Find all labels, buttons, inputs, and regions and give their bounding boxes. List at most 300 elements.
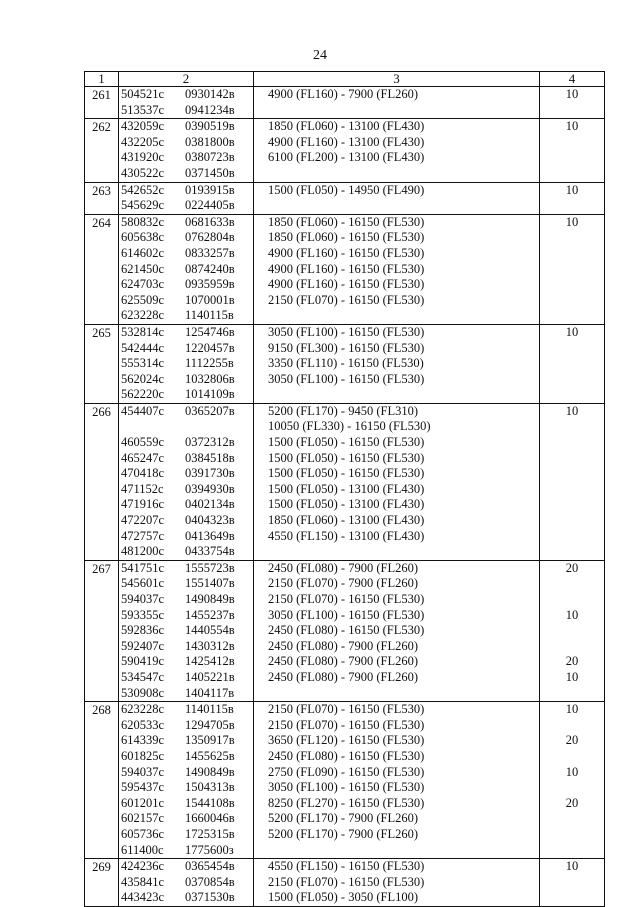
coordinate-pair — [119, 230, 253, 246]
coordinates-cell — [119, 702, 254, 859]
value — [540, 827, 604, 843]
value-cell — [540, 87, 605, 119]
coordinate-pair — [119, 308, 253, 324]
latitude-code: 481200c — [121, 544, 165, 559]
flight-level-range: 4550 (FL150) - 13100 (FL430) — [268, 528, 425, 543]
longitude-code: 1140115в — [185, 702, 234, 717]
coordinate-pair — [119, 765, 253, 781]
latitude-code: 513537c — [121, 102, 165, 117]
column-header-2: 2 — [119, 72, 254, 87]
value — [540, 749, 604, 765]
longitude-code: 1455237в — [185, 607, 235, 622]
coordinate-pair — [119, 103, 253, 119]
longitude-code: 0413649в — [185, 528, 235, 543]
value — [540, 466, 604, 482]
coordinate-pair — [119, 356, 253, 372]
longitude-code: 0381800в — [185, 134, 235, 149]
coordinate-pair — [119, 890, 253, 906]
latitude-code: 424236c — [121, 859, 165, 874]
flight-level-range: 1500 (FL050) - 16150 (FL530) — [268, 450, 425, 465]
coordinate-pair — [119, 843, 253, 859]
coordinate-pair — [119, 293, 253, 309]
coordinate-pair — [119, 718, 253, 734]
latitude-code: 432059c — [121, 119, 165, 134]
latitude-code: 465247c — [121, 450, 165, 465]
flight-levels-cell — [254, 214, 540, 324]
value-cell — [540, 560, 605, 701]
flight-level-range: 1500 (FL050) - 3050 (FL100) — [268, 890, 418, 905]
longitude-code: 0372312в — [185, 435, 235, 450]
coordinate-pair — [119, 277, 253, 293]
longitude-code: 0681633в — [185, 214, 235, 229]
value — [540, 811, 604, 827]
latitude-code: 454407c — [121, 403, 165, 418]
longitude-code: 1544108в — [185, 795, 235, 810]
flight-level-range: 2150 (FL070) - 16150 (FL530) — [268, 717, 425, 732]
longitude-code: 1425412в — [185, 654, 235, 669]
flight-level-range: 3050 (FL100) - 16150 (FL530) — [268, 324, 425, 339]
latitude-code: 555314c — [121, 356, 165, 371]
value-cell — [540, 214, 605, 324]
flight-level-range: 2450 (FL080) - 16150 (FL530) — [268, 623, 425, 638]
table-row — [85, 702, 605, 859]
latitude-code: 430522c — [121, 165, 165, 180]
flight-level-range: 2150 (FL070) - 16150 (FL530) — [268, 874, 425, 889]
longitude-code: 0935959в — [185, 277, 235, 292]
value — [540, 387, 604, 403]
coordinates-cell — [119, 560, 254, 701]
coordinate-pair — [119, 811, 253, 827]
value — [540, 166, 604, 182]
latitude-code: 562220c — [121, 387, 165, 402]
value: 20 — [565, 560, 579, 575]
coordinate-pair — [119, 875, 253, 891]
longitude-code: 0193915в — [185, 182, 235, 197]
table-row — [85, 182, 605, 214]
value — [540, 513, 604, 529]
row-number-cell — [85, 859, 119, 907]
flight-level-range: 4900 (FL160) - 13100 (FL430) — [268, 134, 425, 149]
latitude-code: 471152c — [121, 481, 164, 496]
row-number: 262 — [92, 120, 111, 135]
table-row — [85, 214, 605, 324]
coordinate-pair — [119, 780, 253, 796]
value: 10 — [565, 607, 579, 622]
flight-level-range: 3350 (FL110) - 16150 (FL530) — [268, 356, 424, 371]
column-header-1: 1 — [85, 72, 119, 87]
value: 10 — [565, 859, 579, 874]
coordinate-pair — [119, 654, 253, 670]
flight-level-range: 1850 (FL060) - 16150 (FL530) — [268, 230, 425, 245]
longitude-code: 1490849в — [185, 592, 235, 606]
value: 10 — [565, 764, 579, 779]
flight-levels-cell — [254, 560, 540, 701]
coordinate-pair — [119, 372, 253, 388]
value — [540, 544, 604, 560]
value — [540, 246, 604, 262]
flight-level-range: 5200 (FL170) - 7900 (FL260) — [268, 826, 418, 841]
value — [540, 576, 604, 592]
latitude-code: 625509c — [121, 292, 165, 307]
latitude-code: 611400c — [121, 842, 164, 857]
latitude-code: 432205c — [121, 134, 165, 149]
latitude-code: 624703c — [121, 277, 165, 292]
flight-level-range — [254, 544, 539, 560]
longitude-code: 1430312в — [185, 638, 235, 653]
latitude-code: 623228c — [121, 702, 165, 717]
value: 10 — [565, 669, 579, 684]
latitude-code: 614339c — [121, 733, 165, 748]
longitude-code: 0930142в — [185, 87, 235, 101]
flight-levels-cell — [254, 87, 540, 119]
coordinate-pair — [119, 623, 253, 639]
value — [540, 875, 604, 891]
flight-level-range: 2750 (FL090) - 16150 (FL530) — [268, 764, 425, 779]
value — [540, 356, 604, 372]
latitude-code: 460559c — [121, 435, 165, 450]
row-number: 269 — [92, 860, 111, 875]
longitude-code: 0384518в — [185, 450, 235, 465]
table-row — [85, 324, 605, 403]
value — [540, 135, 604, 151]
latitude-code: 472207c — [121, 513, 165, 528]
value: 10 — [565, 403, 579, 418]
coordinate-pair — [119, 497, 253, 513]
row-number: 265 — [92, 325, 111, 340]
longitude-code: 1775600з — [185, 842, 234, 857]
value: 10 — [565, 702, 579, 717]
latitude-code: 623228c — [121, 308, 165, 323]
coordinate-pair — [119, 451, 253, 467]
latitude-code: 471916c — [121, 497, 165, 512]
column-header-4: 4 — [540, 72, 605, 87]
flight-level-range: 2450 (FL080) - 7900 (FL260) — [268, 669, 418, 684]
value — [540, 341, 604, 357]
airspace-sector-table — [84, 71, 605, 907]
coordinate-pair — [119, 166, 253, 182]
flight-level-range: 4550 (FL150) - 16150 (FL530) — [268, 859, 425, 874]
value-cell — [540, 702, 605, 859]
value — [540, 686, 604, 702]
latitude-code: 592407c — [121, 638, 165, 653]
longitude-code: 0404323в — [185, 513, 235, 528]
flight-level-range: 2150 (FL070) - 16150 (FL530) — [268, 592, 425, 606]
table-row — [85, 403, 605, 560]
longitude-code: 1140115в — [185, 308, 234, 323]
coordinate-pair — [119, 325, 253, 341]
longitude-code: 1555723в — [185, 560, 235, 575]
flight-level-range — [254, 166, 539, 182]
row-number: 266 — [92, 404, 111, 419]
flight-levels-cell — [254, 119, 540, 182]
latitude-code: 594037c — [121, 764, 165, 779]
latitude-code: 602157c — [121, 811, 165, 826]
longitude-code: 0370854в — [185, 874, 235, 889]
flight-level-range: 1500 (FL050) - 16150 (FL530) — [268, 466, 425, 481]
latitude-code: 562024c — [121, 371, 165, 386]
flight-level-range: 4900 (FL160) - 16150 (FL530) — [268, 261, 425, 276]
flight-level-range: 2150 (FL070) - 16150 (FL530) — [268, 292, 425, 307]
row-number-cell — [85, 119, 119, 182]
longitude-code: 0402134в — [185, 497, 235, 512]
coordinate-pair — [119, 119, 253, 135]
latitude-code: 594037c — [121, 592, 165, 606]
coordinate-pair — [119, 482, 253, 498]
latitude-code: 620533c — [121, 717, 165, 732]
coordinate-pair — [119, 639, 253, 655]
latitude-code: 605736c — [121, 826, 165, 841]
coordinate-pair — [119, 544, 253, 560]
longitude-code: 0833257в — [185, 245, 235, 260]
longitude-code: 0365454в — [185, 859, 235, 874]
coordinate-pair — [119, 246, 253, 262]
table-row — [85, 87, 605, 119]
flight-levels-cell — [254, 324, 540, 403]
longitude-code: 1032806в — [185, 371, 235, 386]
value-cell — [540, 324, 605, 403]
latitude-code: 545629c — [121, 198, 165, 213]
row-number: 264 — [92, 215, 111, 230]
latitude-code: 530908c — [121, 685, 165, 700]
row-number-cell — [85, 324, 119, 403]
value — [540, 198, 604, 214]
longitude-code: 0391730в — [185, 466, 235, 481]
flight-level-range: 4900 (FL160) - 16150 (FL530) — [268, 277, 425, 292]
latitude-code: 470418c — [121, 466, 165, 481]
value — [540, 372, 604, 388]
coordinate-pair — [119, 135, 253, 151]
coordinate-pair — [119, 702, 253, 718]
value — [540, 529, 604, 545]
coordinate-pair — [119, 576, 253, 592]
flight-level-range: 1850 (FL060) - 16150 (FL530) — [268, 214, 425, 229]
value-cell — [540, 119, 605, 182]
latitude-code: 605638c — [121, 230, 165, 245]
coordinate-pair — [119, 435, 253, 451]
value-cell — [540, 859, 605, 907]
flight-level-range: 5200 (FL170) - 9450 (FL310) — [268, 403, 418, 418]
coordinate-pair — [119, 670, 253, 686]
flight-level-range: 1500 (FL050) - 14950 (FL490) — [268, 182, 425, 197]
coordinate-pair — [119, 686, 253, 702]
flight-level-range — [254, 198, 539, 214]
latitude-code: 592836c — [121, 623, 165, 638]
coordinate-pair — [119, 796, 253, 812]
row-number-cell — [85, 403, 119, 560]
flight-level-range: 1850 (FL060) - 13100 (FL430) — [268, 119, 425, 134]
flight-level-range: 2450 (FL080) - 7900 (FL260) — [268, 560, 418, 575]
value-cell — [540, 182, 605, 214]
coordinate-pair — [119, 827, 253, 843]
value — [540, 230, 604, 246]
latitude-code: 443423c — [121, 890, 165, 905]
flight-level-range: 3050 (FL100) - 16150 (FL530) — [268, 371, 425, 386]
value — [540, 890, 604, 906]
longitude-code: 0224405в — [185, 198, 235, 213]
latitude-code: 601825c — [121, 748, 165, 763]
longitude-code: 1455625в — [185, 748, 235, 763]
value — [540, 308, 604, 324]
value: 10 — [565, 119, 579, 134]
flight-level-range: 1500 (FL050) - 13100 (FL430) — [268, 497, 425, 512]
coordinate-pair — [119, 341, 253, 357]
latitude-code: 601201c — [121, 795, 165, 810]
latitude-code: 590419c — [121, 654, 165, 669]
flight-level-range: 10050 (FL330) - 16150 (FL530) — [268, 419, 431, 434]
coordinate-pair — [119, 859, 253, 875]
coordinate-pair — [119, 561, 253, 577]
coordinate-pair — [119, 150, 253, 166]
flight-level-range: 1850 (FL060) - 13100 (FL430) — [268, 513, 425, 528]
longitude-code: 0433754в — [185, 544, 235, 559]
longitude-code: 1070001в — [185, 292, 235, 307]
latitude-code: 621450c — [121, 261, 165, 276]
flight-level-range — [254, 387, 539, 403]
longitude-code: 0390519в — [185, 119, 235, 134]
longitude-code: 1405221в — [185, 669, 235, 684]
flight-level-range — [254, 686, 539, 702]
row-number: 267 — [92, 561, 111, 576]
row-number: 268 — [92, 703, 111, 718]
value — [540, 780, 604, 796]
latitude-code: 472757c — [121, 528, 165, 543]
row-number: 263 — [92, 183, 111, 198]
longitude-code: 1220457в — [185, 340, 235, 355]
latitude-code: 542652c — [121, 182, 165, 197]
row-number-cell — [85, 182, 119, 214]
flight-level-range: 3650 (FL120) - 16150 (FL530) — [268, 733, 425, 748]
flight-levels-cell — [254, 182, 540, 214]
row-number: 261 — [92, 88, 111, 102]
row-number-cell — [85, 702, 119, 859]
value-cell — [540, 403, 605, 560]
coordinates-cell — [119, 403, 254, 560]
coordinates-cell — [119, 87, 254, 119]
coordinate-pair — [119, 215, 253, 231]
coordinate-pair — [119, 387, 253, 403]
latitude-code: 532814c — [121, 324, 165, 339]
value — [540, 497, 604, 513]
coordinate-pair — [119, 183, 253, 199]
coordinate-pair — [119, 198, 253, 214]
flight-level-range: 2450 (FL080) - 7900 (FL260) — [268, 654, 418, 669]
longitude-code: 1112255в — [185, 356, 234, 371]
coordinates-cell — [119, 324, 254, 403]
longitude-code: 0380723в — [185, 150, 235, 165]
longitude-code: 0762804в — [185, 230, 235, 245]
flight-level-range: 2450 (FL080) - 16150 (FL530) — [268, 748, 425, 763]
value: 20 — [565, 733, 579, 748]
flight-level-range: 8250 (FL270) - 16150 (FL530) — [268, 795, 425, 810]
row-number-cell — [85, 87, 119, 119]
latitude-code: 614602c — [121, 245, 165, 260]
latitude-code: 542444c — [121, 340, 165, 355]
value: 20 — [565, 654, 579, 669]
longitude-code: 0874240в — [185, 261, 235, 276]
value: 10 — [565, 324, 579, 339]
flight-level-range: 4900 (FL160) - 16150 (FL530) — [268, 245, 425, 260]
value — [540, 150, 604, 166]
flight-level-range — [254, 103, 539, 119]
value — [540, 718, 604, 734]
coordinate-pair — [119, 419, 253, 435]
table-header-row — [85, 72, 605, 87]
latitude-code: 545601c — [121, 576, 165, 591]
coordinates-cell — [119, 214, 254, 324]
flight-level-range: 3050 (FL100) - 16150 (FL530) — [268, 780, 425, 795]
coordinate-pair — [119, 404, 253, 420]
flight-level-range: 2150 (FL070) - 7900 (FL260) — [268, 576, 418, 591]
value: 20 — [565, 795, 579, 810]
table-row — [85, 119, 605, 182]
value — [540, 103, 604, 119]
latitude-code: 435841c — [121, 874, 165, 889]
flight-levels-cell — [254, 859, 540, 907]
coordinate-pair — [119, 733, 253, 749]
latitude-code: 580832c — [121, 214, 165, 229]
flight-level-range: 4900 (FL160) - 7900 (FL260) — [268, 87, 418, 101]
value — [540, 435, 604, 451]
flight-level-range: 5200 (FL170) - 7900 (FL260) — [268, 811, 418, 826]
latitude-code: 534547c — [121, 669, 165, 684]
value — [540, 419, 604, 435]
coordinate-pair — [119, 87, 253, 103]
table-body — [85, 87, 605, 907]
value — [540, 451, 604, 467]
value — [540, 843, 604, 859]
flight-level-range: 2150 (FL070) - 16150 (FL530) — [268, 702, 425, 717]
coordinate-pair — [119, 749, 253, 765]
coordinate-pair — [119, 466, 253, 482]
row-number-cell — [85, 214, 119, 324]
longitude-code: 0371530в — [185, 890, 235, 905]
longitude-code: 1440554в — [185, 623, 235, 638]
longitude-code: 0365207в — [185, 403, 235, 418]
longitude-code: 1490849в — [185, 764, 235, 779]
coordinate-pair — [119, 592, 253, 608]
coordinates-cell — [119, 182, 254, 214]
latitude-code: 504521c — [121, 87, 165, 101]
value — [540, 623, 604, 639]
longitude-code: 1294705в — [185, 717, 235, 732]
value: 10 — [565, 182, 579, 197]
coordinates-cell — [119, 859, 254, 907]
longitude-code: 1660046в — [185, 811, 235, 826]
coordinate-pair — [119, 608, 253, 624]
value: 10 — [565, 87, 579, 101]
table-row — [85, 560, 605, 701]
value — [540, 277, 604, 293]
flight-level-range: 3050 (FL100) - 16150 (FL530) — [268, 607, 425, 622]
flight-level-range: 6100 (FL200) - 13100 (FL430) — [268, 150, 425, 165]
flight-level-range — [254, 308, 539, 324]
flight-level-range — [254, 843, 539, 859]
longitude-code: 0941234в — [185, 102, 235, 117]
longitude-code: 1404117в — [185, 685, 235, 700]
value — [540, 262, 604, 278]
latitude-code: 431920c — [121, 150, 165, 165]
longitude-code: 0394930в — [185, 481, 235, 496]
latitude-code: 593355c — [121, 607, 165, 622]
coordinate-pair — [119, 513, 253, 529]
latitude-code: 595437c — [121, 780, 165, 795]
table-row — [85, 859, 605, 907]
flight-level-range: 1500 (FL050) - 13100 (FL430) — [268, 481, 425, 496]
value — [540, 639, 604, 655]
column-header-3: 3 — [254, 72, 540, 87]
longitude-code: 1725315в — [185, 826, 235, 841]
value — [540, 592, 604, 608]
